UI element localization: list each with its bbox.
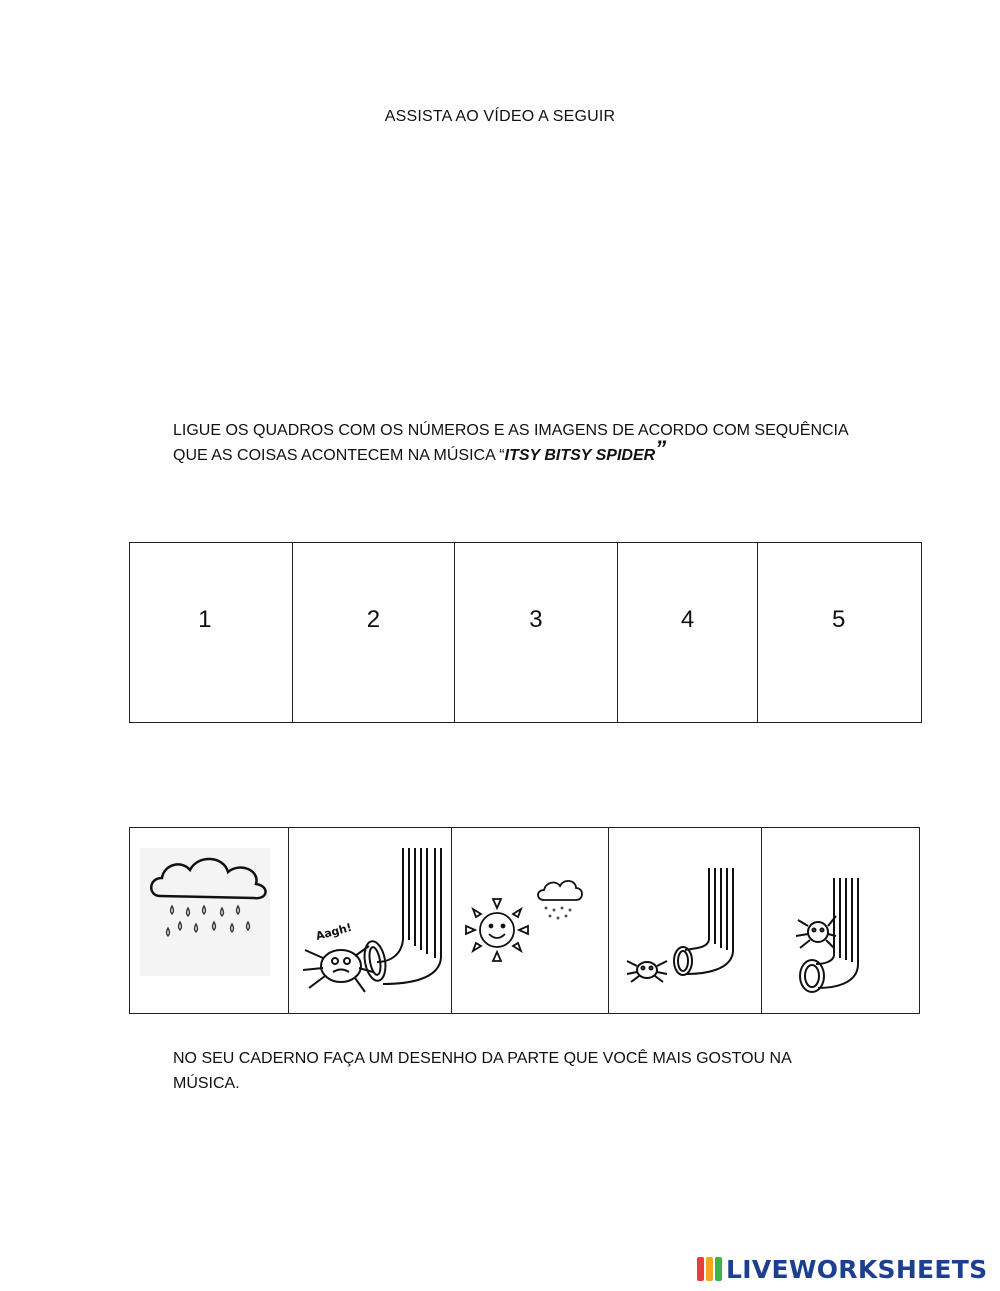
image-box[interactable] [289,828,453,1013]
image-box[interactable] [452,828,609,1013]
number-label: 1 [198,606,212,633]
page-heading: ASSISTA AO VÍDEO A SEGUIR [384,108,616,125]
number-box[interactable] [455,543,618,722]
number-box[interactable] [130,543,293,722]
spider-climbing-spout-icon [762,828,917,1013]
number-box-row [129,542,922,723]
closing-quote: ” [655,436,667,461]
image-box[interactable] [762,828,919,1013]
drawing-instruction: NO SEU CADERNO FAÇA UM DESENHO DA PARTE QUE VOCÊ MAIS GOSTOU NA MÚSICA. [173,1050,791,1092]
number-box[interactable] [758,543,921,722]
number-box[interactable] [618,543,759,722]
spider-at-spout-icon [609,828,762,1013]
image-box-row [129,827,920,1014]
song-title: ITSY BITSY SPIDER [504,447,656,464]
sun-and-cloud-icon [452,828,608,1013]
logo-text: LIVEWORKSHEETS [726,1254,988,1284]
image-box[interactable] [609,828,763,1013]
liveworksheets-logo [697,1254,987,1284]
logo-mark-icon [697,1257,722,1281]
rain-cloud-icon [130,828,288,1013]
instructions-body: LIGUE OS QUADROS COM OS NÚMEROS E AS IMAGENS DE ACORDO COM SEQUÊNCIA QUE AS COISAS ACONTECEM NA MÚSICA “ [173,422,848,464]
aagh-caption: Aagh! [314,920,353,943]
instructions-text [173,418,853,468]
number-label: 4 [680,606,695,633]
number-label: 2 [366,606,381,633]
spider-washed-out-icon [289,828,452,1013]
number-label: 3 [529,606,543,633]
image-box[interactable] [130,828,289,1013]
number-label: 5 [832,606,846,633]
number-box[interactable] [293,543,456,722]
